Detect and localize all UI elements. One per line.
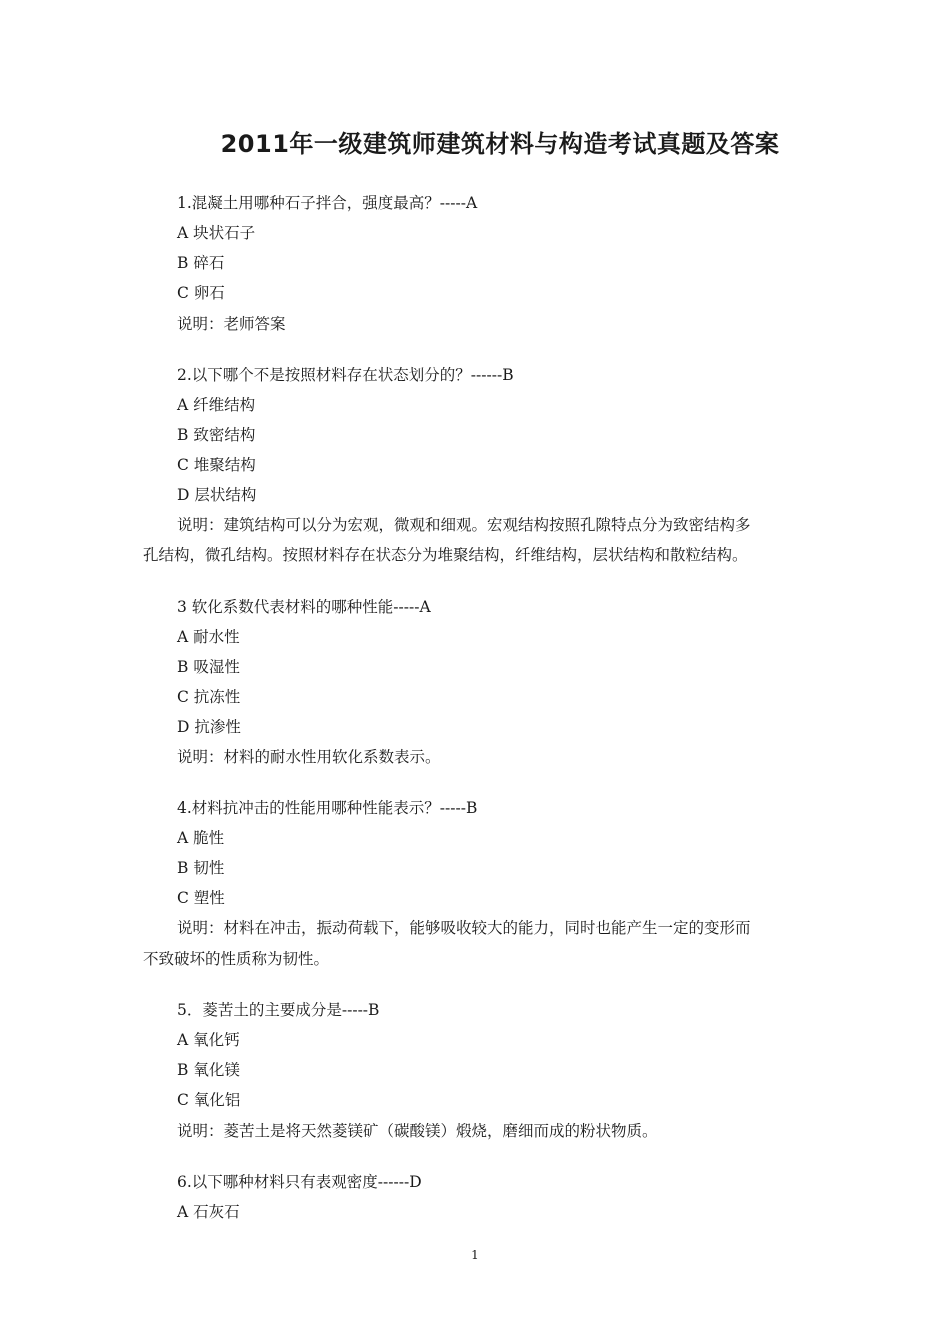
q2-option-c: C 堆聚结构 — [177, 456, 256, 474]
q3-option-a: A 耐水性 — [177, 628, 240, 646]
q4-option-a: A 脆性 — [177, 829, 225, 847]
q3-option-c: C 抗冻性 — [177, 688, 241, 706]
question-2: 2.以下哪个不是按照材料存在状态划分的？------B — [177, 366, 514, 384]
q1-explanation: 说明：老师答案 — [177, 315, 286, 333]
q1-option-a: A 块状石子 — [177, 224, 256, 242]
q6-option-a: A 石灰石 — [177, 1203, 240, 1221]
q4-option-b: B 韧性 — [177, 859, 225, 877]
q5-option-c: C 氧化铝 — [177, 1091, 241, 1109]
question-6: 6.以下哪种材料只有表观密度------D — [177, 1173, 422, 1191]
q4-explanation-line-1: 说明：材料在冲击，振动荷载下，能够吸收较大的能力，同时也能产生一定的变形而 — [177, 919, 751, 937]
q4-option-c: C 塑性 — [177, 889, 225, 907]
q5-option-a: A 氧化钙 — [177, 1031, 240, 1049]
q2-option-b: B 致密结构 — [177, 426, 256, 444]
q5-option-b: B 氧化镁 — [177, 1061, 240, 1079]
q5-explanation: 说明：菱苦土是将天然菱镁矿（碳酸镁）煅烧，磨细而成的粉状物质。 — [177, 1122, 658, 1140]
q3-option-b: B 吸湿性 — [177, 658, 240, 676]
question-1: 1.混凝土用哪种石子拌合，强度最高？-----A — [177, 194, 478, 212]
question-5: 5．菱苦土的主要成分是-----B — [177, 1001, 380, 1019]
q3-explanation: 说明：材料的耐水性用软化系数表示。 — [177, 748, 441, 766]
q2-option-a: A 纤维结构 — [177, 396, 256, 414]
q1-option-b: B 碎石 — [177, 254, 225, 272]
q1-option-c: C 卵石 — [177, 284, 225, 302]
question-4: 4.材料抗冲击的性能用哪种性能表示？-----B — [177, 799, 478, 817]
q4-explanation-line-2: 不致破坏的性质称为韧性。 — [143, 950, 330, 968]
question-3: 3 软化系数代表材料的哪种性能-----A — [177, 598, 431, 616]
page-title: 2011年一级建筑师建筑材料与构造考试真题及答案 — [220, 130, 780, 158]
q3-option-d: D 抗渗性 — [177, 718, 241, 736]
page-number: 1 — [471, 1248, 479, 1262]
q2-option-d: D 层状结构 — [177, 486, 257, 504]
q2-explanation-line-2: 孔结构，微孔结构。按照材料存在状态分为堆聚结构，纤维结构，层状结构和散粒结构。 — [143, 546, 748, 564]
q2-explanation-line-1: 说明：建筑结构可以分为宏观，微观和细观。宏观结构按照孔隙特点分为致密结构多 — [177, 516, 751, 534]
